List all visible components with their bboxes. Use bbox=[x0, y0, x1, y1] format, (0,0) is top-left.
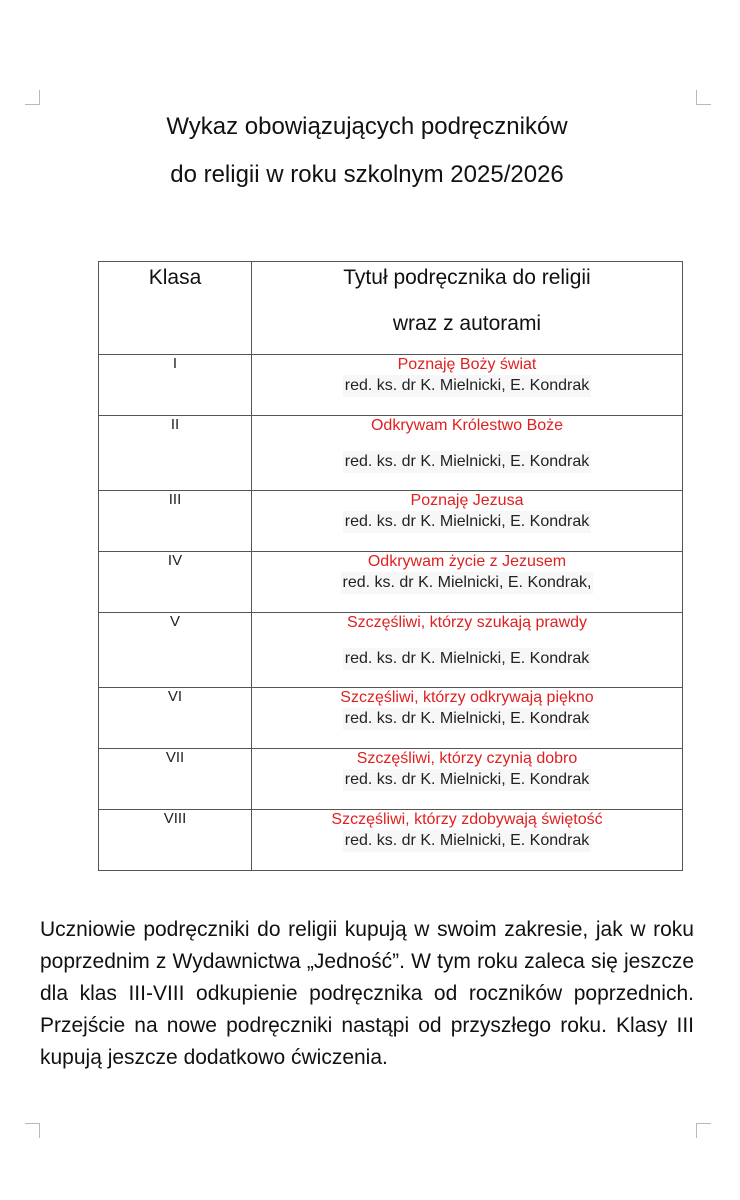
document-title-line-2: do religii w roku szkolnym 2025/2026 bbox=[170, 161, 564, 188]
book-title: Szczęśliwi, którzy odkrywają piękno bbox=[340, 689, 594, 706]
book-authors: red. ks. dr K. Mielnicki, E. Kondrak bbox=[343, 830, 592, 852]
class-cell: I bbox=[99, 355, 252, 416]
header-tytul-cell bbox=[252, 262, 683, 355]
book-cell bbox=[252, 552, 683, 613]
class-cell: III bbox=[99, 491, 252, 552]
book-authors: red. ks. dr K. Mielnicki, E. Kondrak bbox=[343, 648, 592, 670]
book-cell bbox=[252, 416, 683, 491]
book-cell bbox=[252, 355, 683, 416]
book-authors: red. ks. dr K. Mielnicki, E. Kondrak bbox=[343, 375, 592, 397]
book-authors: red. ks. dr K. Mielnicki, E. Kondrak bbox=[343, 708, 592, 730]
header-klasa-cell bbox=[99, 262, 252, 355]
table-row bbox=[99, 810, 683, 871]
book-title: Szczęśliwi, którzy zdobywają świętość bbox=[331, 811, 603, 828]
book-authors: red. ks. dr K. Mielnicki, E. Kondrak bbox=[343, 511, 592, 533]
book-cell bbox=[252, 749, 683, 810]
class-cell: II bbox=[99, 416, 252, 491]
table-row bbox=[99, 688, 683, 749]
class-cell: V bbox=[99, 613, 252, 688]
document-title-line-1: Wykaz obowiązujących podręczników bbox=[166, 113, 568, 140]
page-corner-mark-bottom-right bbox=[696, 1123, 711, 1138]
page-corner-mark-bottom-left bbox=[25, 1123, 40, 1138]
class-cell: IV bbox=[99, 552, 252, 613]
table-row bbox=[99, 355, 683, 416]
book-title: Odkrywam Królestwo Boże bbox=[370, 417, 564, 434]
book-cell bbox=[252, 491, 683, 552]
book-title: Szczęśliwi, którzy szukają prawdy bbox=[346, 614, 588, 631]
table-row bbox=[99, 749, 683, 810]
page-corner-mark-top-right bbox=[696, 90, 711, 105]
table-row bbox=[99, 416, 683, 491]
table-header-row bbox=[99, 262, 683, 355]
notice-paragraph: Uczniowie podręczniki do religii kupują w swoim zakresie, jak w roku poprzednim z Wydawnictwa „Jedność”. W tym roku zaleca się jeszcze dla klas III-VIII odkupienie podręcznika od roczników poprzednich. Przejście na nowe podręczniki nastąpi od przyszłego roku. Klasy III kupują jeszcze dodatkowo ćwiczenia. bbox=[40, 918, 694, 1069]
page-corner-mark-top-left bbox=[25, 90, 40, 105]
book-authors: red. ks. dr K. Mielnicki, E. Kondrak bbox=[343, 451, 592, 473]
table-row bbox=[99, 613, 683, 688]
table-row bbox=[99, 552, 683, 613]
header-tytul-line-1: Tytuł podręcznika do religii bbox=[343, 266, 591, 289]
book-title: Szczęśliwi, którzy czynią dobro bbox=[356, 750, 578, 767]
book-cell bbox=[252, 688, 683, 749]
textbooks-table bbox=[98, 261, 683, 871]
book-cell bbox=[252, 810, 683, 871]
book-authors: red. ks. dr K. Mielnicki, E. Kondrak bbox=[343, 769, 592, 791]
class-cell: VII bbox=[99, 749, 252, 810]
table-row bbox=[99, 491, 683, 552]
book-authors: red. ks. dr K. Mielnicki, E. Kondrak, bbox=[341, 572, 594, 594]
book-title: Poznaję Boży świat bbox=[397, 356, 537, 373]
header-tytul-line-2: wraz z autorami bbox=[392, 312, 542, 335]
book-title: Poznaję Jezusa bbox=[410, 492, 524, 509]
book-title: Odkrywam życie z Jezusem bbox=[367, 553, 567, 570]
header-klasa-label: Klasa bbox=[148, 266, 202, 289]
class-cell: VIII bbox=[99, 810, 252, 871]
book-cell bbox=[252, 613, 683, 688]
class-cell: VI bbox=[99, 688, 252, 749]
